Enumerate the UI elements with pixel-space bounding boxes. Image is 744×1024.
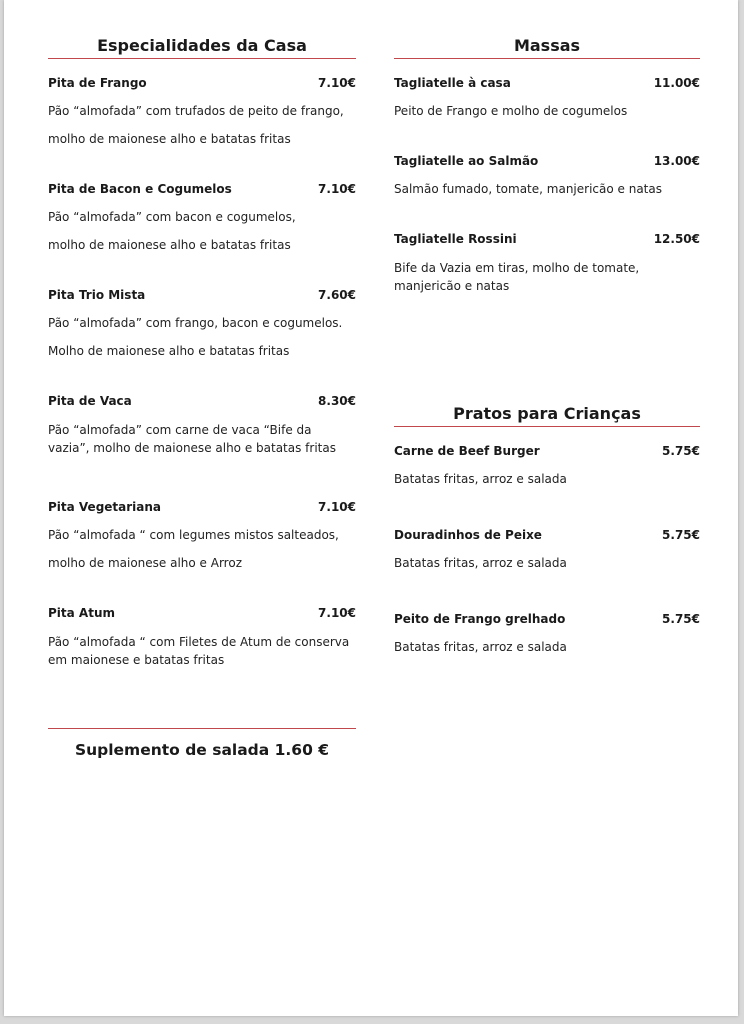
supplement-divider [48, 728, 356, 729]
massas-section [394, 36, 700, 295]
item-price: 5.75€ [662, 444, 700, 458]
menu-item [48, 493, 356, 599]
item-price: 7.10€ [318, 606, 356, 620]
criancas-section [394, 404, 700, 661]
menu-item [48, 281, 356, 387]
item-description: Batatas fritas, arroz e salada [394, 640, 567, 654]
menu-item [394, 225, 700, 295]
item-price: 7.10€ [318, 76, 356, 90]
menu-item [48, 387, 356, 493]
item-name: Pita Vegetariana [48, 500, 162, 514]
item-description: molho de maionese alho e batatas fritas [48, 238, 291, 252]
item-price: 7.10€ [318, 500, 356, 514]
item-name: Pita Trio Mista [48, 288, 146, 302]
item-name: Tagliatelle Rossini [394, 232, 517, 246]
item-description: Salmão fumado, tomate, manjericão e natas [394, 182, 662, 196]
item-description: Pão “almofada” com bacon e cogumelos, [48, 210, 296, 224]
item-description: molho de maionese alho e Arroz [48, 556, 242, 570]
item-name: Pita de Vaca [48, 394, 132, 408]
menu-item [394, 147, 700, 225]
item-name: Carne de Beef Burger [394, 444, 540, 458]
item-price: 7.60€ [318, 288, 356, 302]
especialidades-section [48, 36, 356, 705]
menu-item [394, 521, 700, 605]
item-description: molho de maionese alho e batatas fritas [48, 132, 291, 146]
item-price: 5.75€ [662, 612, 700, 626]
item-description: Molho de maionese alho e batatas fritas [48, 344, 290, 358]
item-description: Pão “almofada “ com legumes mistos salteados, [48, 528, 339, 542]
item-description: Batatas fritas, arroz e salada [394, 556, 567, 570]
item-name: Tagliatelle à casa [394, 76, 511, 90]
desc-line: Pão “almofada “ com Filetes de Atum de conserva [48, 635, 350, 649]
item-name: Pita de Bacon e Cogumelos [48, 182, 232, 196]
item-price: 13.00€ [653, 154, 700, 168]
item-name: Peito de Frango grelhado [394, 612, 566, 626]
menu-item [394, 437, 700, 521]
item-description [48, 634, 356, 669]
menu-item [394, 69, 700, 147]
item-name: Douradinhos de Peixe [394, 528, 542, 542]
item-description: Pão “almofada” com trufados de peito de frango, [48, 104, 344, 118]
item-name: Pita de Frango [48, 76, 147, 90]
menu-page [4, 0, 738, 1016]
desc-line: Pão “almofada” com carne de vaca “Bife da [48, 423, 312, 437]
desc-line: vazia”, molho de maionese alho e batatas fritas [48, 440, 336, 455]
menu-item [48, 599, 356, 705]
desc-line: em maionese e batatas fritas [48, 652, 225, 667]
item-price: 5.75€ [662, 528, 700, 542]
desc-line: Bife da Vazia em tiras, molho de tomate, [394, 261, 640, 275]
item-description [48, 422, 356, 457]
item-description: Pão “almofada” com frango, bacon e cogumelos. [48, 316, 343, 330]
supplement-text: Suplemento de salada 1.60 € [74, 741, 330, 759]
menu-item [48, 69, 356, 175]
menu-item [48, 175, 356, 281]
massas-title: Massas [394, 36, 700, 59]
especialidades-title: Especialidades da Casa [48, 36, 356, 59]
item-price: 12.50€ [653, 232, 700, 246]
item-price: 7.10€ [318, 182, 356, 196]
item-description: Batatas fritas, arroz e salada [394, 472, 567, 486]
item-price: 11.00€ [653, 76, 700, 90]
menu-item [394, 605, 700, 661]
item-description [394, 260, 700, 295]
desc-line: manjericão e natas [394, 278, 510, 293]
item-name: Pita Atum [48, 606, 115, 620]
item-name: Tagliatelle ao Salmão [394, 154, 539, 168]
item-description: Peito de Frango e molho de cogumelos [394, 104, 628, 118]
item-price: 8.30€ [318, 394, 356, 408]
criancas-title: Pratos para Crianças [394, 404, 700, 427]
